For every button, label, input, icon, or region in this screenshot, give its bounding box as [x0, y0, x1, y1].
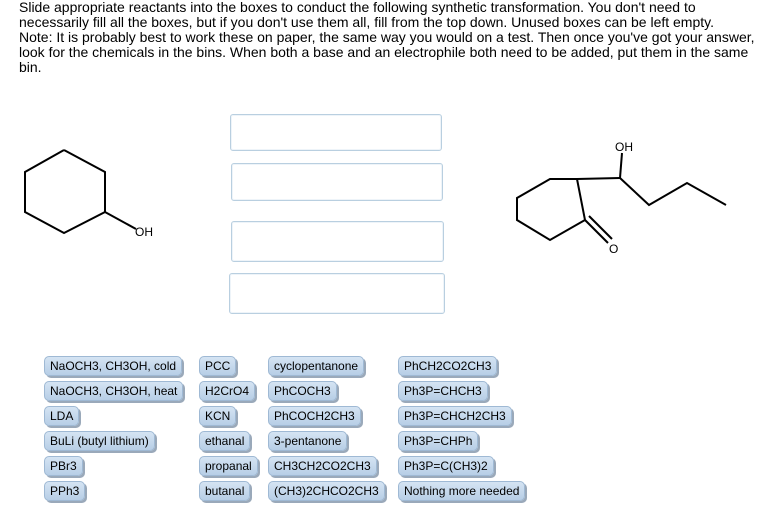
- reagent-nothing-more-needed[interactable]: Nothing more needed: [398, 481, 525, 501]
- reagent-ylide-isopropylidene[interactable]: Ph3P=C(CH3)2: [398, 456, 494, 476]
- reagent-ylide-ethylidene[interactable]: Ph3P=CHCH3: [398, 381, 488, 401]
- starting-material-structure: [15, 140, 175, 250]
- product-structure: [505, 135, 735, 265]
- reagent-3-pentanone[interactable]: 3-pentanone: [268, 431, 347, 451]
- instruction-text: Slide appropriate reactants into the boxes to conduct the following synthetic transformation. You don't need to necessarily fill all the boxes, but if you don't use them all, fill from the top down. Unused boxes can be left empty.: [19, 0, 714, 30]
- reagent-phch2co2ch3[interactable]: PhCH2CO2CH3: [398, 356, 497, 376]
- reagent-buli[interactable]: BuLi (butyl lithium): [44, 431, 155, 451]
- reagent-kcn[interactable]: KCN: [199, 406, 236, 426]
- reagent-phcoch3[interactable]: PhCOCH3: [268, 381, 337, 401]
- reagent-propanal[interactable]: propanal: [199, 456, 258, 476]
- reactant-box-3[interactable]: [231, 221, 444, 262]
- reagent-phcoch2ch3[interactable]: PhCOCH2CH3: [268, 406, 361, 426]
- carbonyl-oxygen-label: O: [609, 242, 619, 256]
- reactant-box-2[interactable]: [231, 163, 443, 201]
- reagent-pph3[interactable]: PPh3: [44, 481, 85, 501]
- reagent-butanal[interactable]: butanal: [199, 481, 250, 501]
- reagent-isobutyrate[interactable]: (CH3)2CHCO2CH3: [268, 481, 385, 501]
- reactant-box-1[interactable]: [230, 114, 442, 151]
- reagent-ch3ch2co2ch3[interactable]: CH3CH2CO2CH3: [268, 456, 377, 476]
- reagent-pcc[interactable]: PCC: [199, 356, 236, 376]
- reagent-h2cro4[interactable]: H2CrO4: [199, 381, 255, 401]
- reagent-ylide-benzylidene[interactable]: Ph3P=CHPh: [398, 431, 478, 451]
- note-text: Note: It is probably best to work these on paper, the same way you would on a test. Then once you've got your answer, look for the chemicals in the bins. When both a base and an electrophile both need to be added, put them in the same bin.: [19, 29, 755, 75]
- reagent-lda[interactable]: LDA: [44, 406, 79, 426]
- instructions: [19, 0, 759, 75]
- reagent-ylide-propylidene[interactable]: Ph3P=CHCH2CH3: [398, 406, 512, 426]
- reagent-pbr3[interactable]: PBr3: [44, 456, 83, 476]
- reagent-naoch3-cold[interactable]: NaOCH3, CH3OH, cold: [44, 356, 182, 376]
- reagent-naoch3-heat[interactable]: NaOCH3, CH3OH, heat: [44, 381, 183, 401]
- reagent-cyclopentanone[interactable]: cyclopentanone: [268, 356, 364, 376]
- hydroxyl-label: OH: [135, 225, 153, 239]
- reagent-ethanal[interactable]: ethanal: [199, 431, 250, 451]
- reactant-box-4[interactable]: [229, 273, 445, 314]
- product-hydroxyl-label: OH: [615, 140, 633, 154]
